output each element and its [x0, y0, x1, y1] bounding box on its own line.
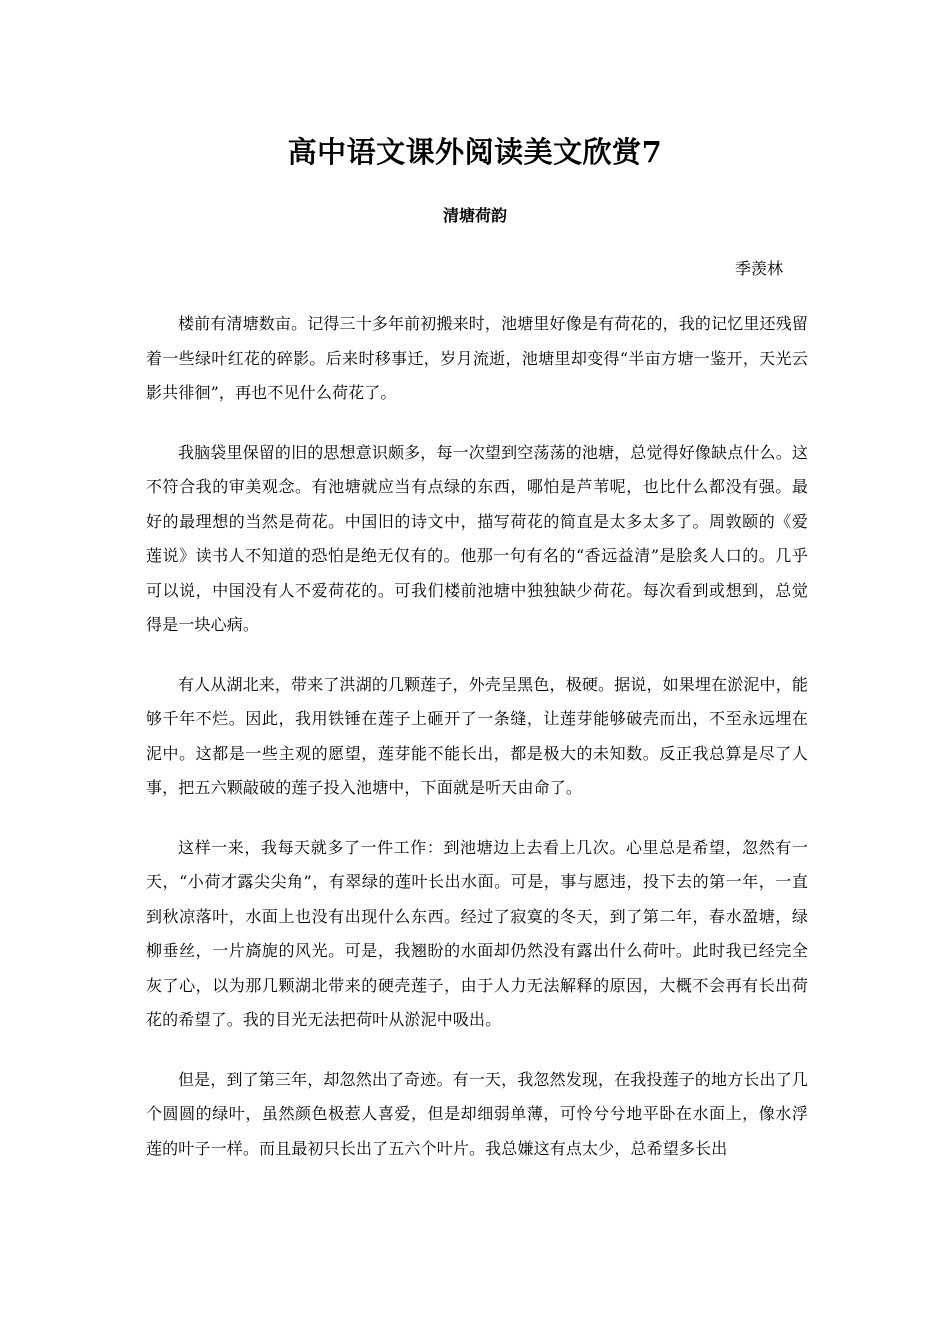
paragraph-5: 但是，到了第三年，却忽然出了奇迹。有一天，我忽然发现，在我投莲子的地方长出了几个圆圆的绿叶，虽然颜色极惹人喜爱，但是却细弱单薄，可怜兮兮地平卧在水面上，像水浮莲的叶子一样。而且最初只长出了五六个叶片。我总嫌这有点太少，总希望多长出	[146, 1069, 808, 1158]
article-title: 清塘荷韵	[442, 206, 507, 225]
paragraph-4: 这样一来，我每天就多了一件工作：到池塘边上去看上几次。心里总是希望，忽然有一天，“小荷才露尖尖角”，有翠绿的莲叶长出水面。可是，事与愿违，投下去的第一年，一直到秋凉落叶，水面上也没有出现什么东西。经过了寂寞的冬天，到了第二年，春水盈塘，绿柳垂丝，一片旖旎的风光。可是，我翘盼的水面却仍然没有露出什么荷叶。此时我已经完全灰了心，以为那几颗湖北带来的硬壳莲子，由于人力无法解释的原因，大概不会再有长出荷花的希望了。我的目光无法把荷叶从淤泥中吸出。	[146, 837, 808, 1029]
paragraph-2: 我脑袋里保留的旧的思想意识颇多，每一次望到空荡荡的池塘，总觉得好像缺点什么。这不符合我的审美观念。有池塘就应当有点绿的东西，哪怕是芦苇呢，也比什么都没有强。最好的最理想的当然是荷花。中国旧的诗文中，描写荷花的简直是太多太多了。周敦颐的《爱莲说》读书人不知道的恐怕是绝无仅有的。他那一句有名的“香远益清”是脍炙人口的。几乎可以说，中国没有人不爱荷花的。可我们楼前池塘中独独缺少荷花。每次看到或想到，总觉得是一块心病。	[146, 442, 808, 634]
document-title: 高中语文课外阅读美文欣赏7	[287, 135, 663, 169]
paragraph-1: 楼前有清塘数亩。记得三十多年前初搬来时，池塘里好像是有荷花的，我的记忆里还残留着一些绿叶红花的碎影。后来时移事迁，岁月流逝，池塘里却变得“半亩方塘一鉴开，天光云影共徘徊”，再也不见什么荷花了。	[146, 314, 808, 402]
paragraph-3: 有人从湖北来，带来了洪湖的几颗莲子，外壳呈黑色，极硬。据说，如果埋在淤泥中，能够千年不烂。因此，我用铁锤在莲子上砸开了一条缝，让莲芽能够破壳而出，不至永远埋在泥中。这都是一些主观的愿望，莲芽能不能长出，都是极大的未知数。反正我总算是尽了人事，把五六颗敲破的莲子投入池塘中，下面就是听天由命了。	[146, 674, 808, 797]
author-name: 季羡林	[735, 259, 784, 278]
article-body	[146, 307, 808, 1191]
